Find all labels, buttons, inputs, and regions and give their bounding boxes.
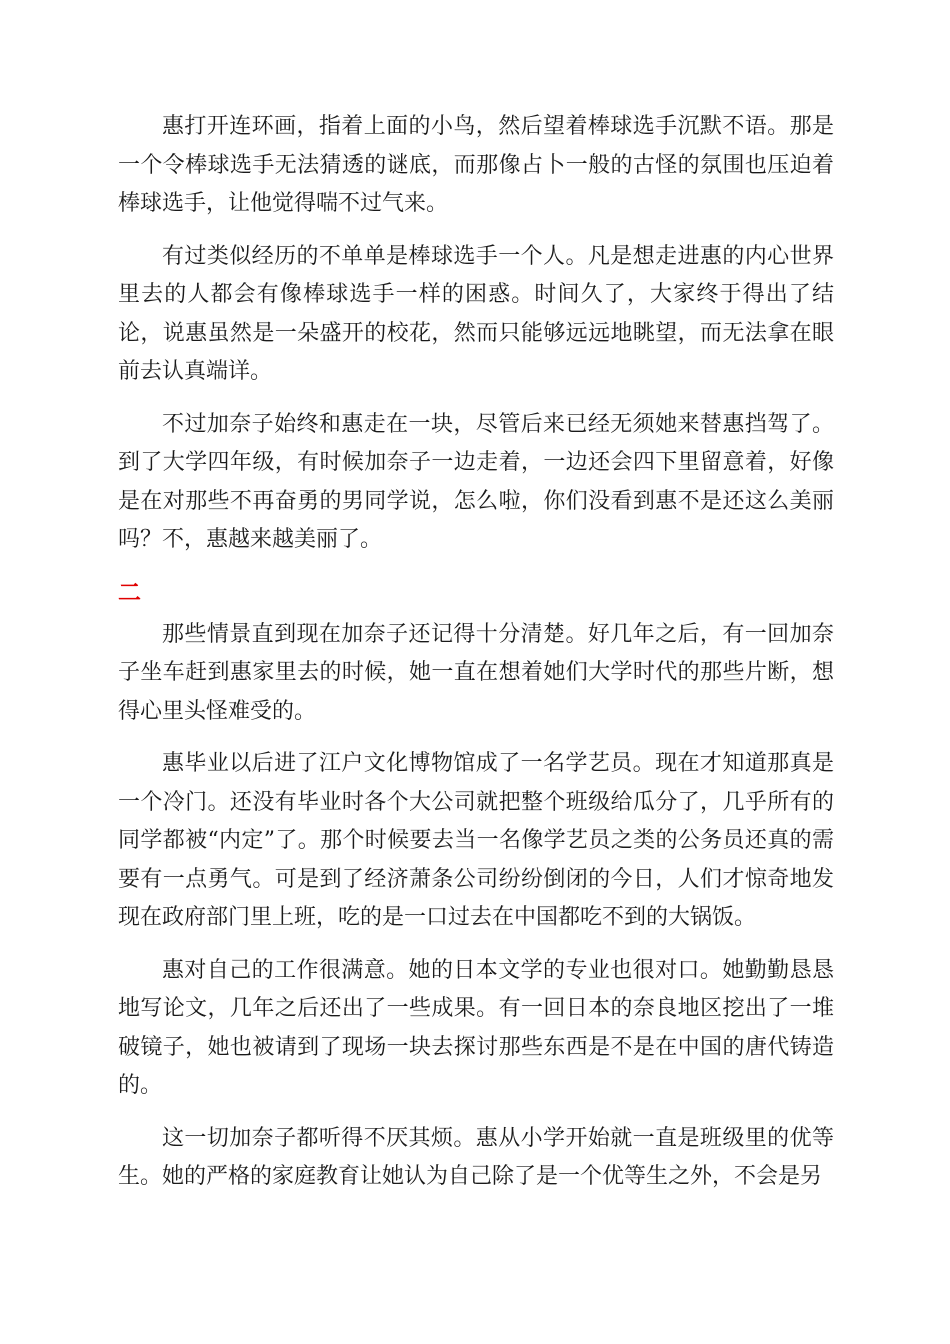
paragraph: 惠打开连环画，指着上面的小鸟，然后望着棒球选手沉默不语。那是一个令棒球选手无法猜透的谜底，而那像占卜一般的古怪的氛围也压迫着棒球选手，让他觉得喘不过气来。 — [118, 114, 834, 216]
paragraph: 有过类似经历的不单单是棒球选手一个人。凡是想走进惠的内心世界里去的人都会有像棒球选手一样的困惑。时间久了，大家终于得出了结论，说惠虽然是一朵盛开的校花，然而只能够远远地眺望，而无法拿在眼前去认真端详。 — [118, 243, 834, 384]
paragraph: 那些情景直到现在加奈子还记得十分清楚。好几年之后，有一回加奈子坐车赶到惠家里去的时候，她一直在想着她们大学时代的那些片断，想得心里头怪难受的。 — [118, 621, 834, 724]
document-page — [118, 108, 834, 1211]
paragraph: 惠对自己的工作很满意。她的日本文学的专业也很对口。她勤勤恳恳地写论文，几年之后还出了一些成果。有一回日本的奈良地区挖出了一堆破镜子，她也被请到了现场一块去探讨那些东西是不是在中国的唐代铸造的。 — [118, 957, 834, 1098]
section-heading: 二 — [118, 578, 141, 606]
paragraph: 惠毕业以后进了江户文化博物馆成了一名学艺员。现在才知道那真是一个冷门。还没有毕业时各个大公司就把整个班级给瓜分了，几乎所有的同学都被“内定”了。那个时候要去当一名像学艺员之类的公务员还真的需要有一点勇气。可是到了经济萧条公司纷纷倒闭的今日，人们才惊奇地发现在政府部门里上班，吃的是一口过去在中国都吃不到的大锅饭。 — [118, 751, 834, 930]
paragraph: 这一切加奈子都听得不厌其烦。惠从小学开始就一直是班级里的优等生。她的严格的家庭教育让她认为自己除了是一个优等生之外，不会是另 — [118, 1125, 834, 1189]
paragraph: 不过加奈子始终和惠走在一块，尽管后来已经无须她来替惠挡驾了。到了大学四年级，有时候加奈子一边走着，一边还会四下里留意着，好像是在对那些不再奋勇的男同学说，怎么啦，你们没看到惠不是还这么美丽吗？不，惠越来越美丽了。 — [118, 411, 834, 552]
